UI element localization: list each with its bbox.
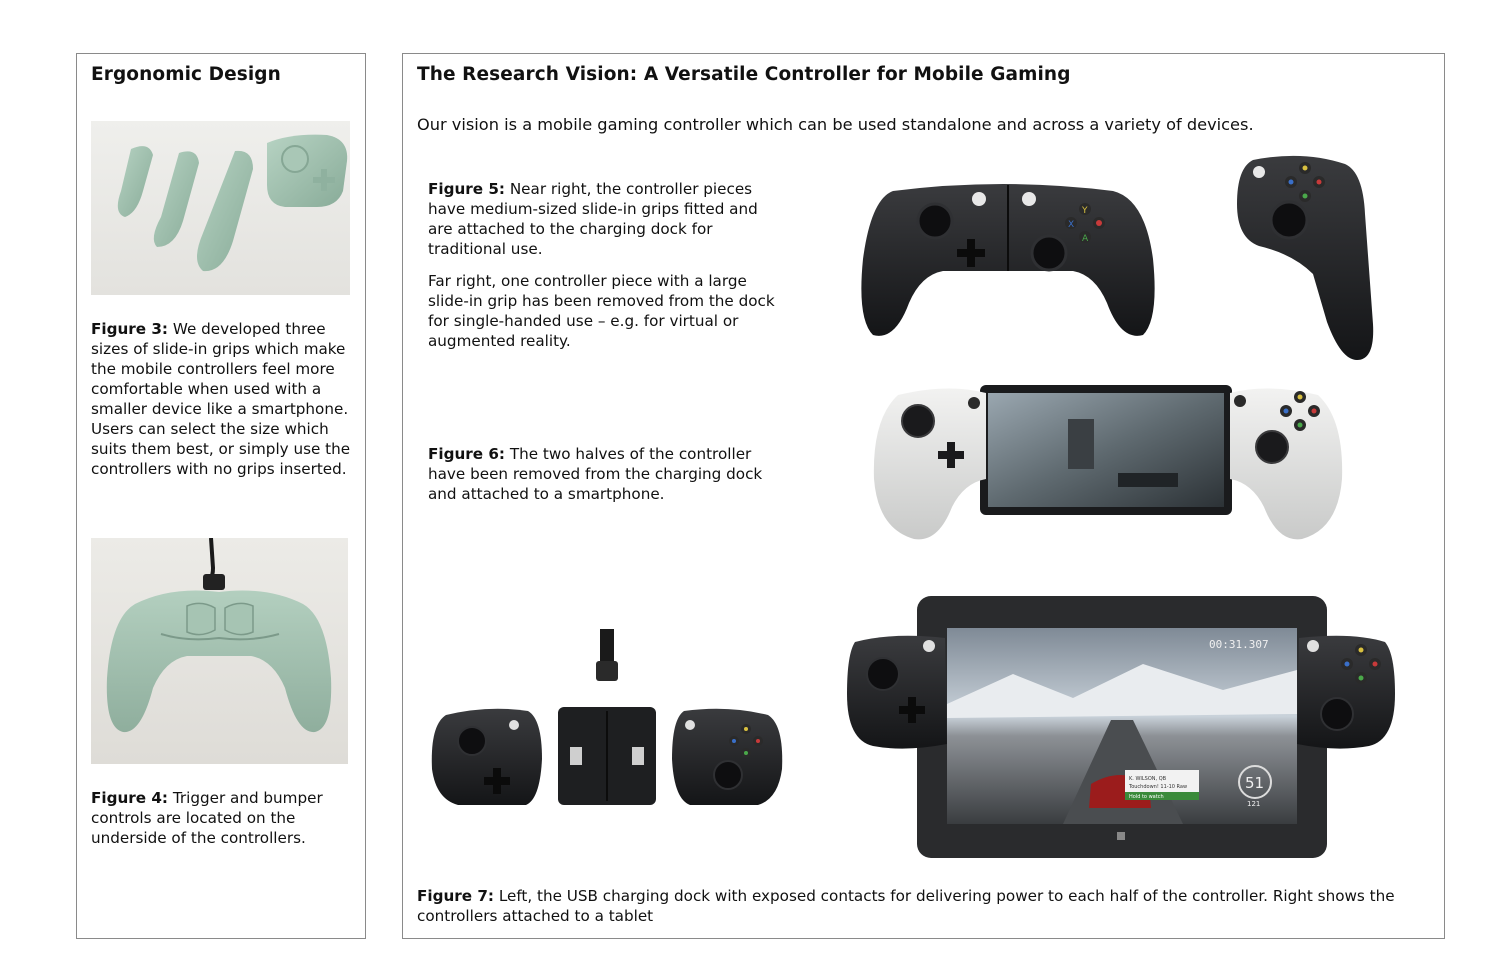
figure5-caption: [428, 179, 783, 259]
figure6-caption: [428, 444, 773, 504]
figure5-docked-controller: [853, 179, 1163, 339]
figure6-label: Figure 6:: [428, 445, 505, 463]
a-button: A: [1082, 234, 1089, 244]
figure6-phone-controller: [868, 379, 1348, 544]
figure5-label: Figure 5:: [428, 180, 505, 198]
figure7-label: Figure 7:: [417, 887, 494, 905]
figure4-text: Trigger and bumper controls are located on the underside of the controllers.: [91, 789, 323, 847]
figure5-single-controller: [1233, 154, 1378, 364]
panel-heading: Ergonomic Design: [91, 64, 281, 85]
figure4-label: Figure 4:: [91, 789, 168, 807]
figure3-text: We developed three sizes of slide-in grips which make the mobile controllers feel more comfortable when used with a smaller device like a smartphone. Users can select the size which suits them best, or simply use the controllers with no grips inserted.: [91, 320, 351, 478]
intro-text: Our vision is a mobile gaming controller which can be used standalone and across a variety of devices.: [417, 115, 1254, 134]
ergonomic-design-panel: [76, 53, 366, 939]
figure3-grips-photo: [91, 121, 350, 295]
figure4-underside-photo: [91, 538, 348, 764]
figure7-charging-dock: [428, 629, 788, 809]
figure7-caption: [417, 886, 1427, 926]
figure7-tablet-controller: [843, 594, 1398, 859]
figure4-caption: [91, 788, 356, 848]
figure7-text: Left, the USB charging dock with exposed contacts for delivering power to each half of the controller. Right shows the controllers attached to a tablet: [417, 887, 1395, 925]
speed-readout: 51: [1245, 774, 1265, 792]
notify-title: K. WILSON, QB: [1129, 776, 1167, 782]
figure6-text: The two halves of the controller have been removed from the charging dock and attached to a smartphone.: [428, 445, 763, 503]
figure3-label: Figure 3:: [91, 320, 168, 338]
panel-heading: The Research Vision: A Versatile Controller for Mobile Gaming: [417, 64, 1071, 85]
figure5-caption-2: Far right, one controller piece with a large slide-in grip has been removed from the dock for single-handed use – e.g. for virtual or augmented reality.: [428, 272, 775, 350]
figure5-text1: Near right, the controller pieces have medium-sized slide-in grips fitted and are attached to the charging dock for traditional use.: [428, 180, 758, 258]
speed-sub: 121: [1247, 800, 1261, 808]
notify-btn: Hold to watch: [1129, 794, 1164, 800]
y-button: Y: [1082, 206, 1088, 216]
x-button: X: [1068, 220, 1075, 230]
notify-text: Touchdown! 11-10 Raw: [1129, 784, 1188, 790]
race-timer: 00:31.307: [1209, 638, 1269, 651]
figure3-caption: [91, 319, 356, 479]
research-vision-panel: [402, 53, 1445, 939]
